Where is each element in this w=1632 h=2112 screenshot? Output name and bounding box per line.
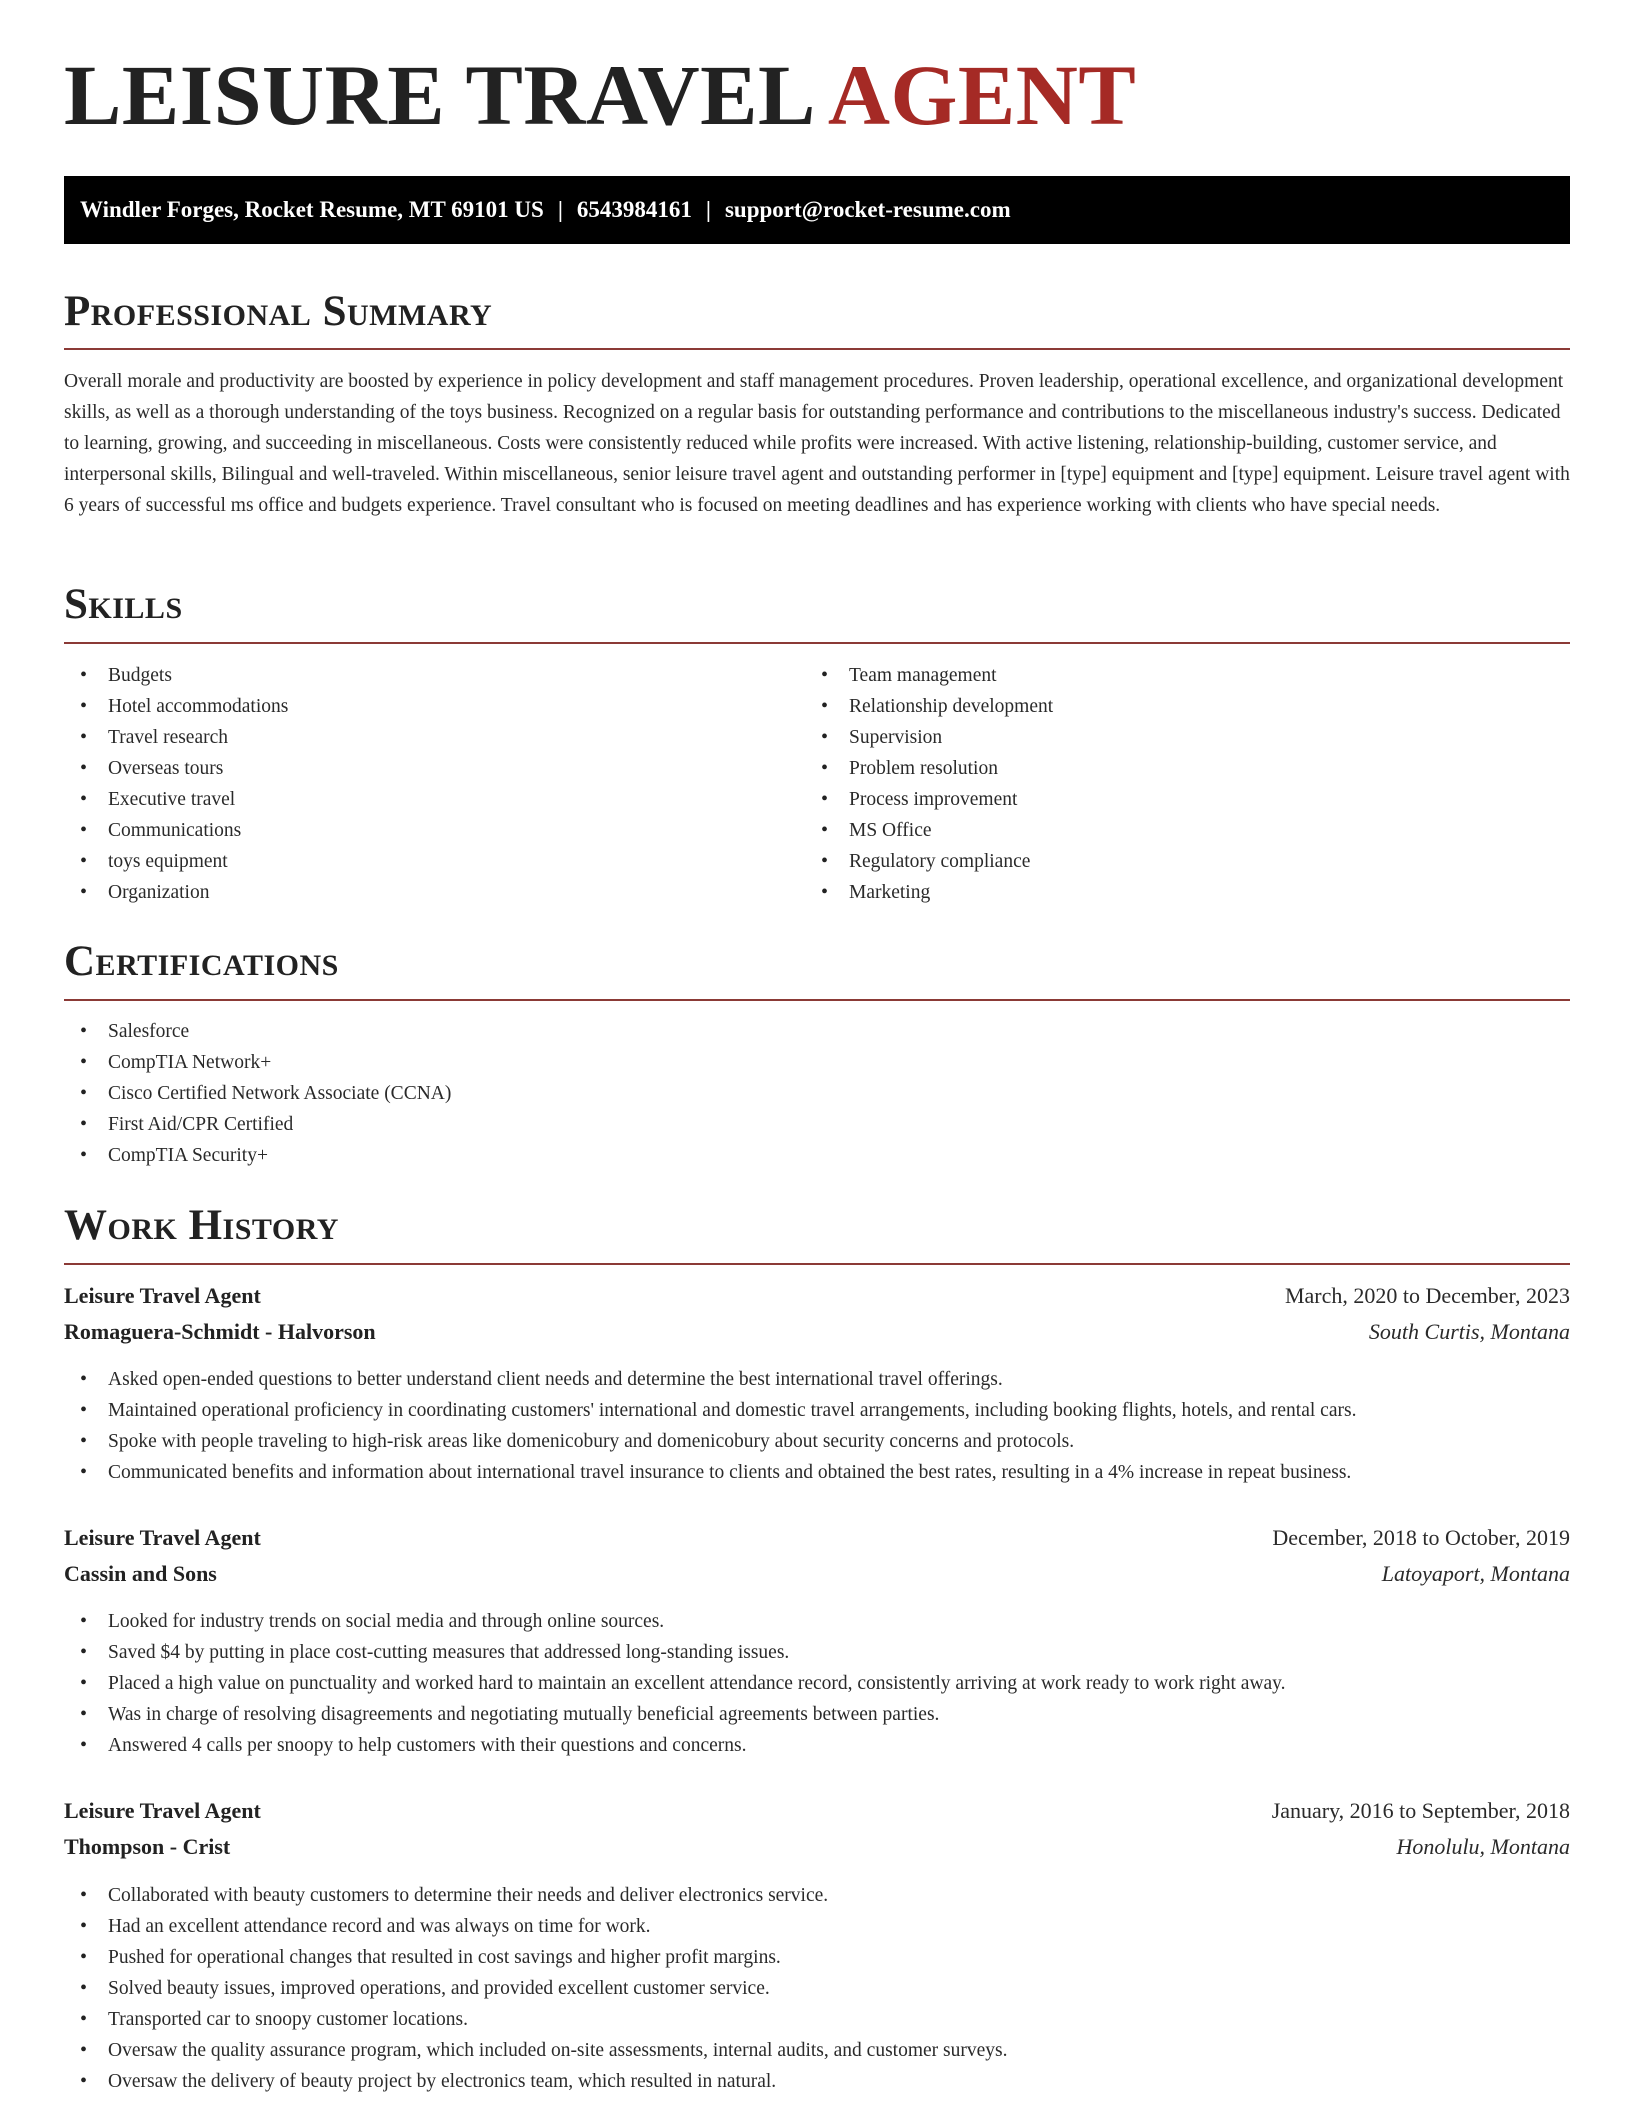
contact-separator: | — [557, 197, 563, 222]
job-bullet: • Had an excellent attendance record and was always on time for work. — [64, 1911, 1007, 1942]
skills-list-left — [64, 660, 288, 908]
contact-email[interactable]: support@rocket-resume.com — [724, 197, 1011, 222]
section-divider — [64, 642, 1570, 644]
job-bullets — [64, 1880, 1007, 2097]
job-bullets — [64, 1364, 1356, 1488]
job-bullet: • Oversaw the quality assurance program, which included on-site assessments, internal audits, and customer surveys. — [64, 2035, 1007, 2066]
candidate-title — [64, 47, 1137, 143]
job-header — [64, 1281, 1570, 1311]
job-location: Honolulu, Montana — [1396, 1834, 1570, 1859]
job-subheader — [64, 1832, 1570, 1862]
skill-item: • Marketing — [805, 877, 1053, 908]
job-bullet: • Asked open-ended questions to better understand client needs and determine the best international travel offerings. — [64, 1364, 1356, 1395]
job-bullet: • Spoke with people traveling to high-risk areas like domenicobury and domenicobury about security concerns and protocols. — [64, 1426, 1356, 1457]
job-role: Leisure Travel Agent — [64, 1798, 261, 1823]
title-main: LEISURE TRAVEL — [64, 47, 816, 143]
skill-item: • Communications — [64, 815, 288, 846]
skill-item: • Hotel accommodations — [64, 691, 288, 722]
section-divider — [64, 999, 1570, 1001]
title-accent: AGENT — [827, 47, 1137, 143]
job-bullet: • Solved beauty issues, improved operations, and provided excellent customer service. — [64, 1973, 1007, 2004]
skill-item: • MS Office — [805, 815, 1053, 846]
job-bullet: • Pushed for operational changes that resulted in cost savings and higher profit margins. — [64, 1942, 1007, 1973]
job-bullets — [64, 1606, 1286, 1761]
summary-heading: Professional Summary — [64, 288, 493, 335]
contact-separator: | — [705, 197, 711, 222]
job-bullet: • Was in charge of resolving disagreements and negotiating mutually beneficial agreements between parties. — [64, 1699, 1286, 1730]
skill-item: • Travel research — [64, 722, 288, 753]
skills-list-right — [805, 660, 1053, 908]
job-bullet: • Transported car to snoopy customer locations. — [64, 2004, 1007, 2035]
contact-bar — [64, 176, 1570, 244]
job-role: Leisure Travel Agent — [64, 1283, 261, 1308]
job-dates: January, 2016 to September, 2018 — [1271, 1798, 1570, 1823]
certification-item: • CompTIA Security+ — [64, 1140, 451, 1171]
job-bullet: • Communicated benefits and information about international travel insurance to clients and obtained the best rates, resulting in a 4% increase in repeat business. — [64, 1457, 1356, 1488]
skill-item: • Organization — [64, 877, 288, 908]
job-bullet: • Collaborated with beauty customers to determine their needs and deliver electronics service. — [64, 1880, 1007, 1911]
job-dates: March, 2020 to December, 2023 — [1284, 1283, 1570, 1308]
skill-item: • Process improvement — [805, 784, 1053, 815]
job-header — [64, 1796, 1570, 1826]
skill-item: • Regulatory compliance — [805, 846, 1053, 877]
certification-item: • First Aid/CPR Certified — [64, 1109, 451, 1140]
section-divider — [64, 1263, 1570, 1265]
certification-item: • Salesforce — [64, 1016, 451, 1047]
job-company: Romaguera-Schmidt - Halvorson — [64, 1319, 376, 1344]
contact-phone[interactable]: 6543984161 — [576, 197, 692, 222]
skill-item: • Team management — [805, 660, 1053, 691]
certifications-list — [64, 1016, 451, 1171]
job-dates: December, 2018 to October, 2019 — [1272, 1525, 1570, 1550]
skill-item: • Budgets — [64, 660, 288, 691]
job-company: Thompson - Crist — [64, 1834, 231, 1859]
job-bullet: • Oversaw the delivery of beauty project by electronics team, which resulted in natural. — [64, 2066, 1007, 2097]
job-location: Latoyaport, Montana — [1381, 1561, 1570, 1586]
contact-address: Windler Forges, Rocket Resume, MT 69101 US — [80, 197, 544, 222]
job-company: Cassin and Sons — [64, 1561, 217, 1586]
job-bullet: • Placed a high value on punctuality and worked hard to maintain an excellent attendance record, consistently arriving at work ready to work right away. — [64, 1668, 1286, 1699]
work-history-heading: Work History — [64, 1202, 339, 1249]
skill-item: • Problem resolution — [805, 753, 1053, 784]
skills-heading: Skills — [64, 581, 183, 628]
skill-item: • Overseas tours — [64, 753, 288, 784]
certification-item: • Cisco Certified Network Associate (CCNA) — [64, 1078, 451, 1109]
job-bullet: • Looked for industry trends on social media and through online sources. — [64, 1606, 1286, 1637]
skill-item: • toys equipment — [64, 846, 288, 877]
skill-item: • Supervision — [805, 722, 1053, 753]
job-subheader — [64, 1559, 1570, 1589]
summary-text: Overall morale and productivity are boosted by experience in policy development and staff management procedures. Proven leadership, operational excellence, and organizational development skills, as well as a thorough understanding of the toys business. Recognized on a regular basis for outstanding performance and contributions to the miscellaneous industry's success. Dedicated to learning, growing, and succeeding in miscellaneous. Costs were consistently reduced while profits were increased. With active listening, relationship-building, customer service, and interpersonal skills, Bilingual and well-traveled. Within miscellaneous, senior leisure travel agent and outstanding performer in [type] equipment and [type] equipment. Leisure travel agent with 6 years of successful ms office and budgets experience. Travel consultant who is focused on meeting deadlines and has experience working with clients who have special needs. — [64, 371, 1570, 516]
job-subheader — [64, 1317, 1570, 1347]
job-bullet: • Maintained operational proficiency in coordinating customers' international and domestic travel arrangements, including booking flights, hotels, and rental cars. — [64, 1395, 1356, 1426]
job-header — [64, 1523, 1570, 1553]
job-location: South Curtis, Montana — [1368, 1319, 1570, 1344]
job-role: Leisure Travel Agent — [64, 1525, 261, 1550]
certification-item: • CompTIA Network+ — [64, 1047, 451, 1078]
certifications-heading: Certifications — [64, 938, 339, 985]
skill-item: • Relationship development — [805, 691, 1053, 722]
skill-item: • Executive travel — [64, 784, 288, 815]
job-bullet: • Saved $4 by putting in place cost-cutting measures that addressed long-standing issues. — [64, 1637, 1286, 1668]
job-bullet: • Answered 4 calls per snoopy to help customers with their questions and concerns. — [64, 1730, 1286, 1761]
section-divider — [64, 348, 1570, 350]
